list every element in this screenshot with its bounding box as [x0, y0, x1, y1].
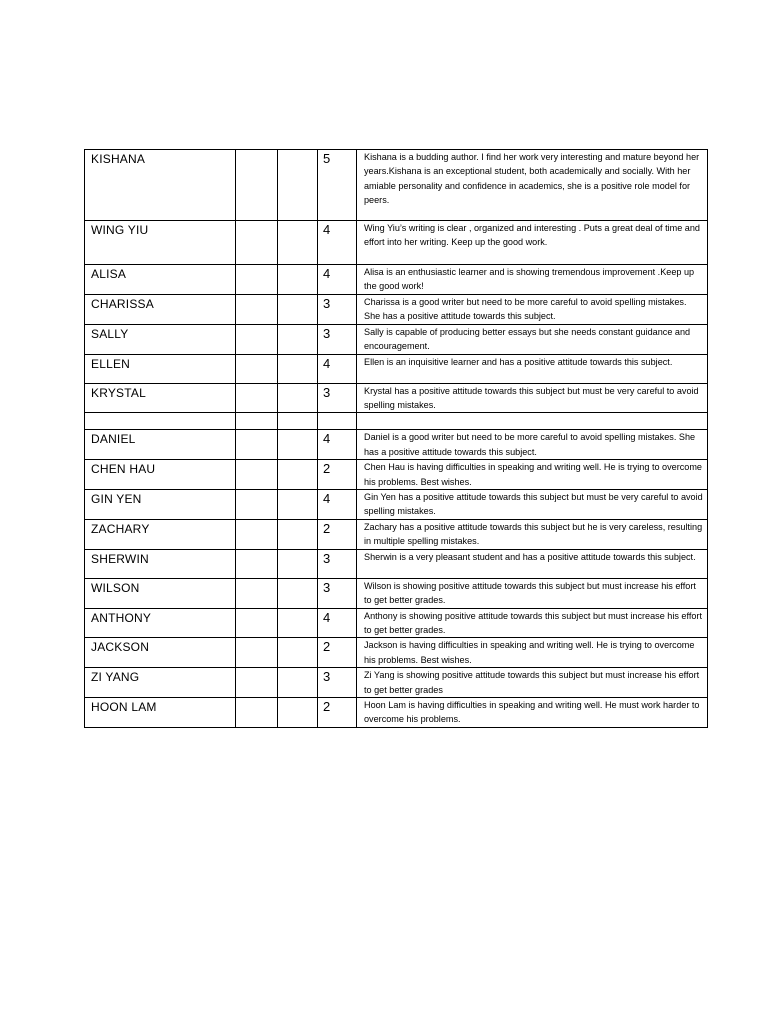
student-grade: 3	[318, 383, 357, 413]
student-grade: 4	[318, 354, 357, 383]
blank-cell	[278, 221, 318, 265]
student-name: SHERWIN	[85, 549, 236, 578]
student-row	[85, 383, 708, 413]
student-grades-body	[85, 150, 708, 728]
student-row	[85, 490, 708, 520]
blank-cell	[278, 324, 318, 354]
blank-cell	[236, 324, 278, 354]
student-comment	[357, 413, 708, 430]
blank-cell	[236, 383, 278, 413]
student-comment: Charissa is a good writer but need to be more careful to avoid spelling mistakes. She has a positive attitude towards this subject.	[357, 295, 708, 325]
student-row	[85, 549, 708, 578]
blank-cell	[278, 354, 318, 383]
blank-cell	[236, 150, 278, 221]
blank-cell	[278, 490, 318, 520]
student-name: DANIEL	[85, 430, 236, 460]
student-comment: Alisa is an enthusiastic learner and is showing tremendous improvement .Keep up the good work!	[357, 265, 708, 295]
student-name: WILSON	[85, 578, 236, 608]
blank-cell	[236, 354, 278, 383]
student-name	[85, 413, 236, 430]
blank-cell	[236, 668, 278, 698]
blank-cell	[278, 460, 318, 490]
blank-cell	[278, 430, 318, 460]
blank-cell	[278, 265, 318, 295]
student-grade: 4	[318, 265, 357, 295]
student-comment: Chen Hau is having difficulties in speaking and writing well. He is trying to overcome his problems. Best wishes.	[357, 460, 708, 490]
student-name: ALISA	[85, 265, 236, 295]
student-row	[85, 608, 708, 638]
student-grades-table	[84, 149, 708, 728]
blank-cell	[236, 490, 278, 520]
student-row	[85, 150, 708, 221]
student-name: ELLEN	[85, 354, 236, 383]
student-name: GIN YEN	[85, 490, 236, 520]
student-comment: Wilson is showing positive attitude towards this subject but must increase his effort to get better grades.	[357, 578, 708, 608]
student-comment: Kishana is a budding author. I find her work very interesting and mature beyond her years.Kishana is an exceptional student, both academically and socially. With her amiable personality and confidence in academics, she is a positive role model for peers.	[357, 150, 708, 221]
blank-cell	[278, 549, 318, 578]
blank-cell	[236, 519, 278, 549]
student-grade: 2	[318, 638, 357, 668]
blank-cell	[278, 608, 318, 638]
student-grade: 4	[318, 490, 357, 520]
student-grade: 3	[318, 295, 357, 325]
blank-cell	[278, 150, 318, 221]
student-comment: Anthony is showing positive attitude towards this subject but must increase his effort to get better grades.	[357, 608, 708, 638]
student-grade: 4	[318, 430, 357, 460]
student-name: WING YIU	[85, 221, 236, 265]
student-row	[85, 578, 708, 608]
student-row	[85, 354, 708, 383]
student-row	[85, 638, 708, 668]
student-row	[85, 221, 708, 265]
student-name: JACKSON	[85, 638, 236, 668]
student-comment: Krystal has a positive attitude towards this subject but must be very careful to avoid spelling mistakes.	[357, 383, 708, 413]
student-grade: 2	[318, 460, 357, 490]
student-comment: Zachary has a positive attitude towards this subject but he is very careless, resulting in multiple spelling mistakes.	[357, 519, 708, 549]
student-name: CHEN HAU	[85, 460, 236, 490]
student-row	[85, 324, 708, 354]
student-comment: Ellen is an inquisitive learner and has a positive attitude towards this subject.	[357, 354, 708, 383]
student-row	[85, 265, 708, 295]
student-grade: 3	[318, 668, 357, 698]
blank-cell	[236, 549, 278, 578]
student-row	[85, 430, 708, 460]
student-name: KISHANA	[85, 150, 236, 221]
student-name: ZI YANG	[85, 668, 236, 698]
student-comment: Zi Yang is showing positive attitude towards this subject but must increase his effort to get better grades	[357, 668, 708, 698]
student-grade: 2	[318, 519, 357, 549]
student-row	[85, 460, 708, 490]
student-row	[85, 413, 708, 430]
student-grade: 3	[318, 549, 357, 578]
student-comment: Gin Yen has a positive attitude towards this subject but must be very careful to avoid spelling mistakes.	[357, 490, 708, 520]
student-name: SALLY	[85, 324, 236, 354]
student-grade: 4	[318, 221, 357, 265]
student-comment: Sherwin is a very pleasant student and has a positive attitude towards this subject.	[357, 549, 708, 578]
blank-cell	[278, 578, 318, 608]
student-row	[85, 519, 708, 549]
blank-cell	[278, 519, 318, 549]
blank-cell	[236, 638, 278, 668]
student-comment: Wing Yiu’s writing is clear , organized and interesting . Puts a great deal of time and effort into her writing. Keep up the good work.	[357, 221, 708, 265]
student-row	[85, 668, 708, 698]
student-grade: 5	[318, 150, 357, 221]
student-name: KRYSTAL	[85, 383, 236, 413]
student-grade: 3	[318, 578, 357, 608]
blank-cell	[278, 295, 318, 325]
student-name: HOON LAM	[85, 697, 236, 727]
blank-cell	[236, 221, 278, 265]
blank-cell	[278, 413, 318, 430]
student-comment: Daniel is a good writer but need to be more careful to avoid spelling mistakes. She has a positive attitude towards this subject.	[357, 430, 708, 460]
blank-cell	[278, 668, 318, 698]
student-name: ZACHARY	[85, 519, 236, 549]
blank-cell	[236, 578, 278, 608]
blank-cell	[236, 295, 278, 325]
blank-cell	[236, 430, 278, 460]
student-row	[85, 295, 708, 325]
blank-cell	[236, 608, 278, 638]
student-name: ANTHONY	[85, 608, 236, 638]
blank-cell	[278, 697, 318, 727]
student-row	[85, 697, 708, 727]
student-comment: Jackson is having difficulties in speaking and writing well. He is trying to overcome his problems. Best wishes.	[357, 638, 708, 668]
blank-cell	[278, 383, 318, 413]
student-grade: 4	[318, 608, 357, 638]
blank-cell	[236, 460, 278, 490]
student-grade: 2	[318, 697, 357, 727]
blank-cell	[236, 413, 278, 430]
student-grade: 3	[318, 324, 357, 354]
blank-cell	[236, 697, 278, 727]
student-grade	[318, 413, 357, 430]
student-comment: Sally is capable of producing better essays but she needs constant guidance and encouragement.	[357, 324, 708, 354]
student-comment: Hoon Lam is having difficulties in speaking and writing well. He must work harder to overcome his problems.	[357, 697, 708, 727]
blank-cell	[278, 638, 318, 668]
blank-cell	[236, 265, 278, 295]
student-name: CHARISSA	[85, 295, 236, 325]
